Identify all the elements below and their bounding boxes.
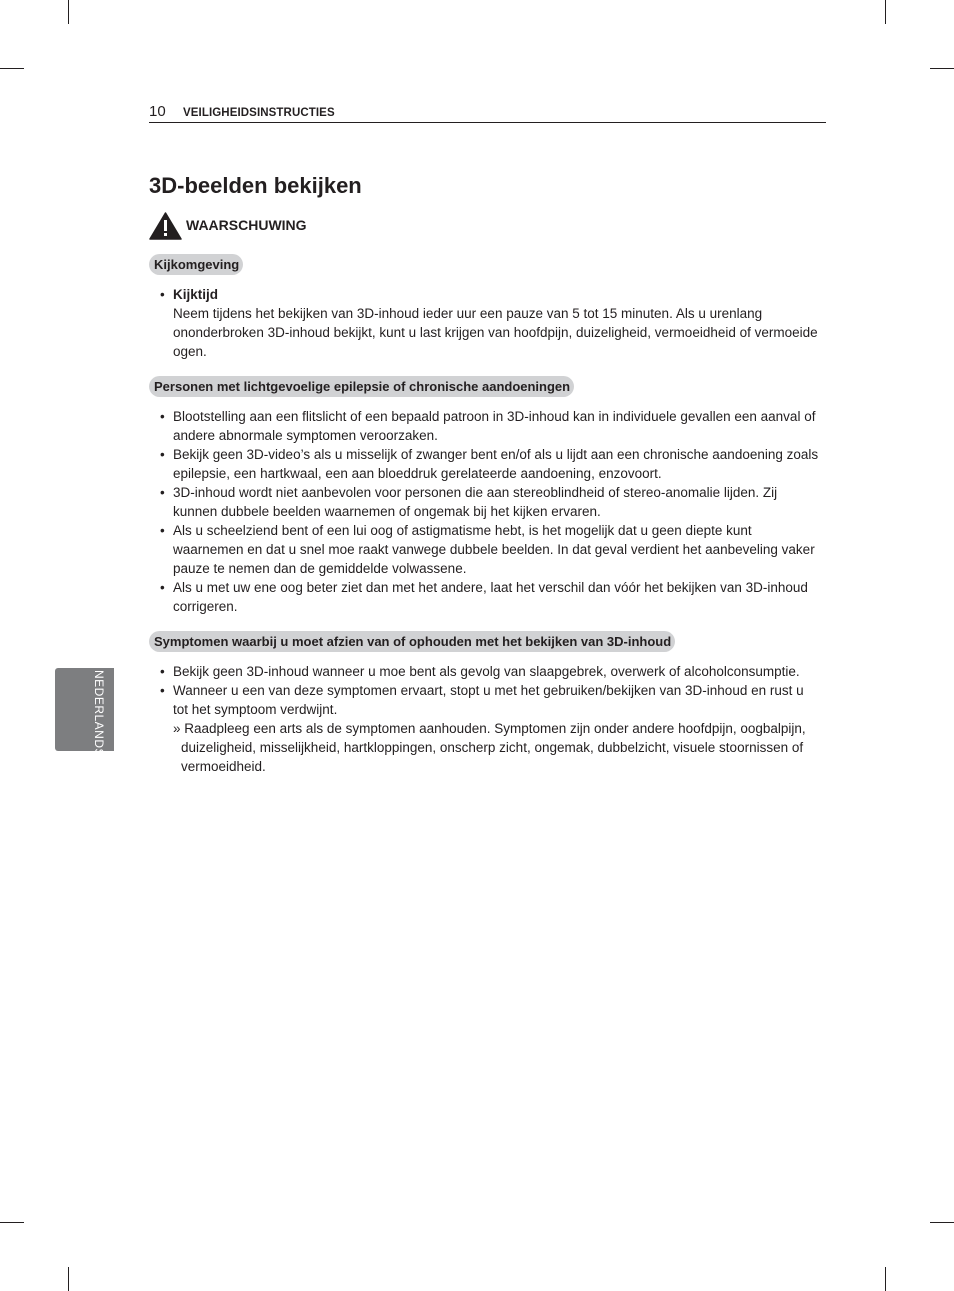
section-heading-symptomen: Symptomen waarbij u moet afzien van of ophouden met het bekijken van 3D-inhoud: [149, 631, 675, 652]
list-item: [160, 681, 820, 776]
list-item: [160, 285, 820, 361]
bullet: •: [160, 287, 165, 302]
item-text: Blootstelling aan een flitslicht of een bepaald patroon in 3D-inhoud kan in individuele gevallen een aanval of andere abnormale symptomen veroorzaken.: [173, 409, 816, 443]
item-term: Kijktijd: [173, 287, 219, 302]
item-text: Wanneer u een van deze symptomen ervaart, stopt u met het gebruiken/bekijken van 3D-inhoud en rust u tot het symptoom verdwijnt.: [173, 683, 804, 717]
section-list-kijkomgeving: [160, 285, 820, 361]
list-item: [160, 483, 820, 521]
language-side-tab: [55, 668, 114, 758]
crop-mark: [885, 1267, 886, 1291]
item-text: 3D-inhoud wordt niet aanbevolen voor personen die aan stereoblindheid of stereo-anomalie lijden. Zij kunnen dubbele beelden waarnemen of ongemak bij het kijken ervaren.: [173, 485, 778, 519]
running-title: VEILIGHEIDSINSTRUCTIES: [183, 107, 335, 119]
list-item: [160, 521, 820, 578]
page-header: [149, 100, 826, 123]
bullet: •: [160, 485, 165, 500]
page-number: 10: [149, 103, 166, 120]
list-item: [160, 445, 820, 483]
bullet: •: [160, 580, 165, 595]
crop-mark: [68, 1267, 69, 1291]
list-item: [160, 407, 820, 445]
item-text: Bekijk geen 3D-video’s als u misselijk of zwanger bent en/of als u lijdt aan een chronische aandoening zoals epilepsie, een hartkwaal, een aan bloeddruk gerelateerde aandoening, enzovoort.: [173, 447, 819, 481]
crop-mark: [885, 0, 886, 24]
crop-mark: [68, 0, 69, 24]
warning-label: WAARSCHUWING: [186, 217, 307, 233]
bullet: •: [160, 664, 165, 679]
crop-mark: [0, 68, 24, 69]
crop-mark: [930, 68, 954, 69]
section-list-epilepsie: [160, 407, 820, 616]
item-text: Als u met uw ene oog beter ziet dan met het andere, laat het verschil dan vóór het bekijken van 3D-inhoud corrigeren.: [173, 580, 808, 614]
bullet: •: [160, 447, 165, 462]
page-title: 3D-beelden bekijken: [149, 173, 362, 198]
item-subnote: » Raadpleeg een arts als de symptomen aanhouden. Symptomen zijn onder andere hoofdpijn, oogbalpijn, duizeligheid, misselijkheid, hartkloppingen, onscherp zicht, ongemak, dubbelzicht, visuele stoornissen of vermoeidheid.: [173, 721, 806, 774]
list-item: [160, 662, 820, 681]
section-heading-epilepsie: Personen met lichtgevoelige epilepsie of chronische aandoeningen: [149, 376, 574, 397]
list-item: [160, 578, 820, 616]
bullet: •: [160, 683, 165, 698]
language-label: NEDERLANDS: [92, 670, 106, 758]
bullet: •: [160, 523, 165, 538]
item-text: Neem tijdens het bekijken van 3D-inhoud ieder uur een pauze van 5 tot 15 minuten. Als u urenlang ononderbroken 3D-inhoud bekijkt, kunt u last krijgen van hoofdpijn, duizeligheid, vermoeidheid of vermoeide ogen.: [173, 306, 818, 359]
crop-mark: [0, 1222, 24, 1223]
crop-mark: [930, 1222, 954, 1223]
section-list-symptomen: [160, 662, 820, 776]
warning-triangle-icon: [149, 212, 182, 240]
bullet: •: [160, 409, 165, 424]
item-text: Bekijk geen 3D-inhoud wanneer u moe bent als gevolg van slaapgebrek, overwerk of alcoholconsumptie.: [173, 664, 800, 679]
section-heading-kijkomgeving: Kijkomgeving: [149, 254, 243, 275]
item-text: Als u scheelziend bent of een lui oog of astigmatisme hebt, is het mogelijk dat u geen diepte kunt waarnemen en dat u snel moe raakt vanwege dubbele beelden. In dat geval verdient het aanbeveling vaker pauze te nemen dan de gemiddelde volwassene.: [173, 523, 815, 576]
